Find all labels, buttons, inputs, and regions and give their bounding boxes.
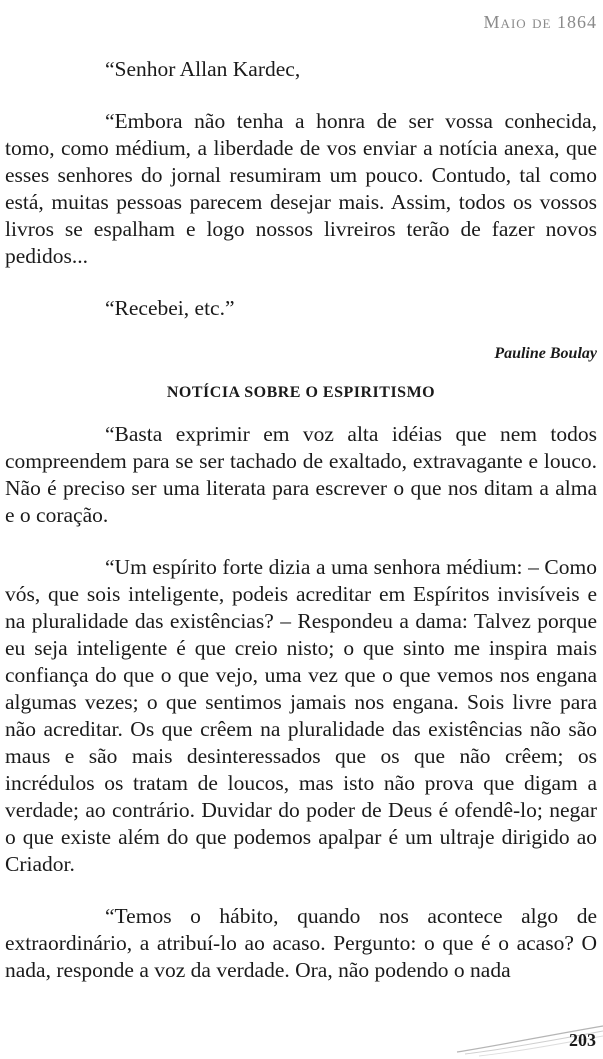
body-paragraph: “Basta exprimir em voz alta idéias que nem todos compreendem para se ser tachado de exaltado, extravagante e louco. Não é preciso ser uma literata para escrever o que nos ditam a alma e o coração. xyxy=(5,422,597,527)
body-paragraph: “Um espírito forte dizia a uma senhora médium: – Como vós, que sois inteligente, podeis acreditar em Espíritos invisíveis e na pluralidade das existências? – Respondeu a dama: Talvez porque eu seja inteligente é que creio nisto; o que sinto me inspira mais confiança do que o que vejo, uma vez que o que vemos nos engana algumas vezes; o que sentimos jamais nos engana. Sois livre para não acreditar. Os que crêem na pluralidade das existências não são maus e são mais desinteressados que os que não crêem; os incrédulos os tratam de loucos, mas isto não prova que digam a verdade; ao contrário. Duvidar do poder de Deus é ofendê-lo; negar o que existe além do que podemos apalpar é um ultraje dirigido ao Criador. xyxy=(5,555,597,876)
letter-closing: “Recebei, etc.” xyxy=(105,296,235,320)
page-number: 203 xyxy=(569,1030,596,1050)
letter-paragraph: “Embora não tenha a honra de ser vossa conhecida, tomo, como médium, a liberdade de vos enviar a notícia anexa, que esses senhores do jornal resumiram um pouco. Contudo, tal como está, muitas pessoas parecem desejar mais. Assim, todos os vossos livros se espalham e logo nossos livreiros terão de fazer novos pedidos... xyxy=(5,109,597,268)
letter-salutation: “Senhor Allan Kardec, xyxy=(105,57,301,81)
running-header: Maio de 1864 xyxy=(483,12,597,32)
page-body xyxy=(5,56,597,1009)
letter-signature: Pauline Boulay xyxy=(494,345,597,362)
section-title: NOTÍCIA SOBRE O ESPIRITISMO xyxy=(166,384,436,401)
body-paragraph: “Temos o hábito, quando nos acontece algo de extraordinário, a atribuí-lo ao acaso. Pergunto: o que é o acaso? O nada, responde a voz da verdade. Ora, não podendo o nada xyxy=(5,904,597,982)
